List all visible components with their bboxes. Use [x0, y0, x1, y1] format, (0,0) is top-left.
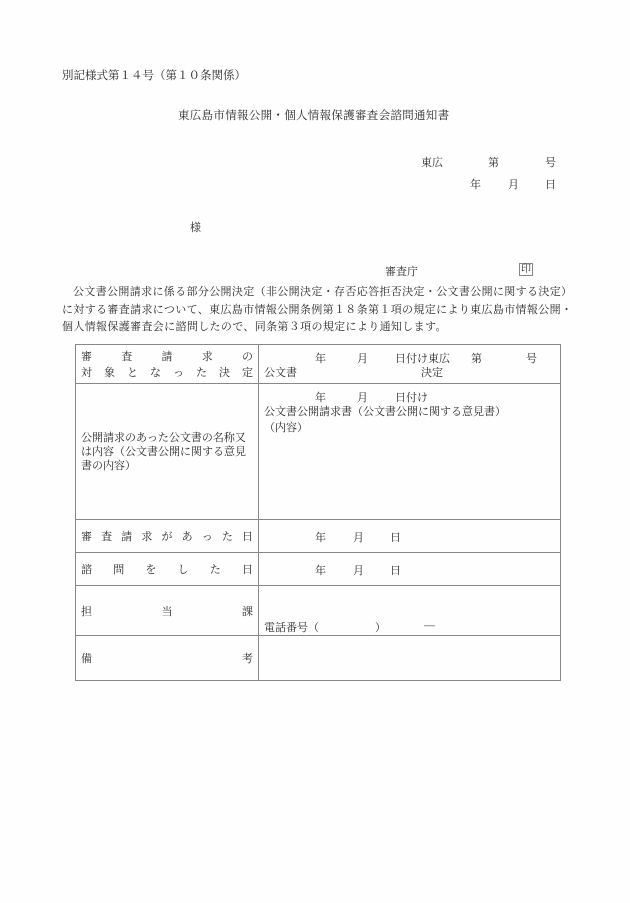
addressee-honorific: 様: [190, 221, 201, 234]
value-decision[interactable]: 年 月 日付け東広 第 号 公文書 決定: [259, 345, 561, 384]
table-row-request-date: [76, 520, 561, 553]
label-decision: [76, 345, 259, 384]
value-remarks[interactable]: [259, 636, 561, 681]
issue-date: [466, 176, 566, 190]
table-row-document-name: [76, 384, 561, 520]
notice-body: 公文書公開請求に係る部分公開決定（非公開決定・存否応答拒否決定・公文書公開に関する決定）に対する審査請求について、東広島市情報公開条例第１８条第１項の規定により東広島市情報公開・個人情報保護審査会に諮問したので、同条第３項の規定により通知します。: [62, 285, 573, 333]
label-request-date: 審 査 請 求 が あ っ た 日: [76, 520, 259, 553]
table-row-remarks: [76, 636, 561, 681]
table-row-decision: [76, 345, 561, 384]
value-request-date[interactable]: 年 月 日: [259, 520, 561, 553]
table-row-department: [76, 586, 561, 636]
ref-go: 号: [545, 156, 556, 169]
seal-mark: 印: [521, 264, 531, 275]
label-consultation-date: 諮 問 を し た 日: [76, 553, 259, 586]
value-document-name[interactable]: 年 月 日付け 公文書公開請求書（公文書公開に関する意見書） （内容）: [259, 384, 561, 520]
date-month: 月: [508, 178, 519, 191]
label-line2: 対 象 と な っ た 決 定: [81, 366, 253, 379]
label-department: 担 当 課: [76, 586, 259, 636]
ref-prefix: 東広: [421, 156, 443, 169]
value-department[interactable]: [259, 586, 561, 636]
table-row-consultation-date: [76, 553, 561, 586]
label-line1: 審 査 請 求 の: [81, 350, 253, 363]
reference-number: [421, 154, 561, 168]
ref-dai: 第: [488, 156, 499, 169]
value-consultation-date[interactable]: 年 月 日: [259, 553, 561, 586]
phone-number-field: 電話番号（ ） ―: [264, 619, 435, 634]
document-title: 東広島市情報公開・個人情報保護審査会諮問通知書: [178, 108, 450, 122]
authority-name: 審査庁: [385, 265, 418, 278]
date-day: 日: [545, 178, 556, 191]
date-year: 年: [470, 178, 481, 191]
label-document-name: 公開請求のあった公文書の名称又は内容（公文書公開に関する意見書の内容）: [76, 384, 259, 520]
form-number: 別記様式第１４号（第１０条関係）: [62, 68, 246, 82]
notification-table: [75, 344, 561, 681]
label-remarks: 備 考: [76, 636, 259, 681]
